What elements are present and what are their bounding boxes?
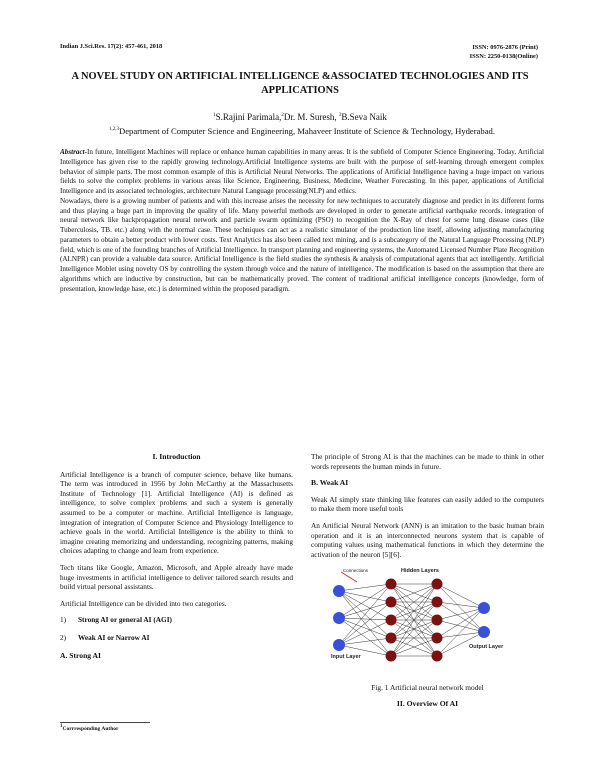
- abstract-text-1: In future, Intelligent Machines will replace or enhance human capabilities in many areas. It is the subfield of Computer Science Engineering. Today, Artificial Intelligence has given rise to the rapidly growing technology.Artificial Intelligence systems are built with the purpose of self-learning through emergent complex behavior of simple parts. The most common example of this is Artificial Neural Networks. The applications of Artificial Intelligence having a huge impact on various fields to solve the complex problems in various areas like Science, Engineering, Business, Medicine, Weather Forecasting. In this paper, applications of Artificial Intelligence and its associated technologies, architecture Natural Language processing(NLP) and ethics.: [60, 148, 544, 195]
- author-3: B.Seva Naik: [341, 112, 387, 122]
- abstract: [60, 148, 544, 294]
- connection-line: [437, 632, 484, 638]
- output-layer-label: Output Layer: [469, 644, 504, 651]
- list-number: 1): [60, 615, 67, 625]
- output-node: [478, 602, 490, 614]
- abstract-paragraph-2: Nowadays, there is a growing number of patients and with this increase arises the necessity for new techniques to accurately diagnose and predict in its different forms and thus playing a huge part in improving the quality of life. Many powerful methods are developed in order to generate artificial earthquake records. integration of neural network like backpropagation neural network and particle swarm optimizing (PSO) to recognition the X-Ray of chest for some lung disease cases (like Tuberculosis, TB. etc.) along with the normal case. These techniques can act as a realistic simulator of the production line itself, allowing adjusting manufacturing parameters to obtain a better product with lower costs. Text Analytics has also been called text mining, and is a subcategory of the Natural Language Processing (NLP) field, which is one of the founding branches of Artificial Intelligence. In transport planning and engineering systems, the Automated Licensed Number Plate Recognition (ALNPR) can provide a valuable data source. Artificial Intelligence is the field studies the synthesis & analysis of computational agents that act intelligently. Artificial Intelligence Moblet using novelty OS by controlling the system through voice and the nature of intelligence. The modification is based on the assumption that there are algorithms which are inductive by construction, but can be mathematically proved. The content of traditional artificial intelligence concepts (knowledge, form of presentation, knowledge base, etc.) is determined within the proposed paradigm.: [60, 196, 544, 293]
- section-overview-heading: II. Overview Of AI: [396, 698, 459, 708]
- input-layer-label: Input Layer: [331, 654, 361, 661]
- neural-network-figure: [319, 566, 514, 674]
- footnote-divider: [60, 722, 150, 723]
- output-node: [478, 626, 490, 638]
- list-text: Strong AI or general AI (AGI): [78, 615, 172, 625]
- footnote-sup: 1: [60, 724, 63, 730]
- connection-line: [339, 584, 391, 591]
- strong-ai-paragraph: The principle of Strong AI is that the machines can be made to think in other words represents the human minds in future.: [311, 452, 544, 471]
- hidden-layers-label: Hidden Layers: [401, 568, 439, 575]
- hidden-node: [386, 579, 397, 590]
- connections-label: Connections: [343, 568, 369, 574]
- section-introduction-heading: I. Introduction: [152, 452, 201, 461]
- authors-line: [50, 112, 550, 122]
- connection-line: [437, 608, 484, 620]
- abstract-paragraph-1: [60, 148, 544, 197]
- weak-ai-paragraph: Weak AI simply state thinking like features can easily added to the computers to make them more useful tools: [311, 494, 544, 514]
- hidden-node: [432, 579, 443, 590]
- connection-line: [339, 618, 391, 638]
- abstract-label: Abstract-: [60, 148, 87, 156]
- author-3-sup: 3: [338, 113, 342, 118]
- author-1: S.Rajini Parimala,: [215, 112, 282, 122]
- connections-arrow: [341, 572, 357, 582]
- affiliation: [60, 126, 544, 136]
- intro-paragraph-2: Tech titans like Google, Amazon, Microsoft, and Apple already have made huge investments in artificial intelligence to deliver tailored search results and build virtual personal assistants.: [60, 562, 293, 592]
- hidden-node: [432, 615, 443, 626]
- connection-line: [437, 602, 484, 608]
- issn-block: [470, 43, 538, 61]
- footnote-text: Corrresponding Author: [62, 726, 119, 732]
- connection-line: [437, 608, 484, 638]
- connection-line: [437, 602, 484, 632]
- issn-online: ISSN: 2250-0138(Online): [469, 53, 538, 60]
- affiliation-sup: 1,2,3: [109, 127, 120, 133]
- affiliation-text: Department of Computer Science and Engineering, Mahaveer Institute of Science & Technology, Hyderabad.: [119, 126, 495, 136]
- journal-citation: Indian J.Sci.Res. 17(2): 457-461, 2018: [60, 43, 163, 50]
- connection-line: [437, 620, 484, 632]
- connection-line: [437, 584, 484, 632]
- author-2-sup: 2: [281, 113, 284, 118]
- hidden-node: [432, 651, 443, 662]
- paper-title: A NOVEL STUDY ON ARTIFICIAL INTELLIGENCE &ASSOCIATED TECHNOLOGIES AND ITS APPLICATIONS: [71, 71, 529, 96]
- left-column: [60, 452, 293, 667]
- hidden-node: [386, 615, 397, 626]
- input-node: [333, 585, 345, 597]
- hidden-node: [386, 651, 397, 662]
- subsection-weak-ai-heading: B. Weak AI: [311, 478, 349, 488]
- ai-categories-list: [60, 615, 293, 642]
- intro-paragraph-1: Artificial Intelligence is a branch of computer science, behave like humans. The term was introduced in 1956 by John McCarthy at the Massachusetts Institute of Technology [1]. Artificial Intelligence (AI) is defined as intelligence, to solve complex problems and such a system is generally assumed to be a computer or machine. Artificial Intelligence is language, integration of integration of Computer Science and Physiology Intelligence to achieve goals in the world. Artificial Intelligence is the ability to think to imagine creating memorizing and understanding, recognizing patterns, making choices adapting to change and learn from experience.: [60, 469, 293, 556]
- hidden-node: [432, 597, 443, 608]
- figure-caption: Fig. 1 Artificial neural network model: [371, 682, 484, 692]
- connection-line: [339, 618, 391, 620]
- connection-line: [437, 584, 484, 608]
- list-text: Weak AI or Narrow AI: [78, 632, 150, 642]
- ann-paragraph: An Artificial Neural Network (ANN) is an imitation to the basic human brain operation and it is an interconnected neurons system that is capable of computing values using mathematical functions in which they determine the activation of the neuron [5][6].: [311, 520, 544, 559]
- issn-print: ISSN: 0976-2876 (Print): [472, 44, 538, 51]
- hidden-node: [386, 633, 397, 644]
- list-number: 2): [60, 632, 67, 642]
- intro-paragraph-3: Artificial Intelligence can be divided into two categories.: [60, 598, 227, 608]
- right-column: [311, 452, 544, 708]
- network-connections: [339, 584, 484, 656]
- list-item: [60, 615, 293, 625]
- input-node: [333, 639, 345, 651]
- author-2: Dr. M. Suresh,: [283, 112, 337, 122]
- list-item: [60, 633, 293, 643]
- connection-line: [339, 584, 391, 645]
- footnote: [60, 726, 118, 732]
- hidden-node: [386, 597, 397, 608]
- hidden-node: [432, 633, 443, 644]
- input-node: [333, 612, 345, 624]
- subsection-strong-ai-heading: A. Strong AI: [60, 650, 102, 660]
- author-1-sup: 1: [213, 113, 216, 118]
